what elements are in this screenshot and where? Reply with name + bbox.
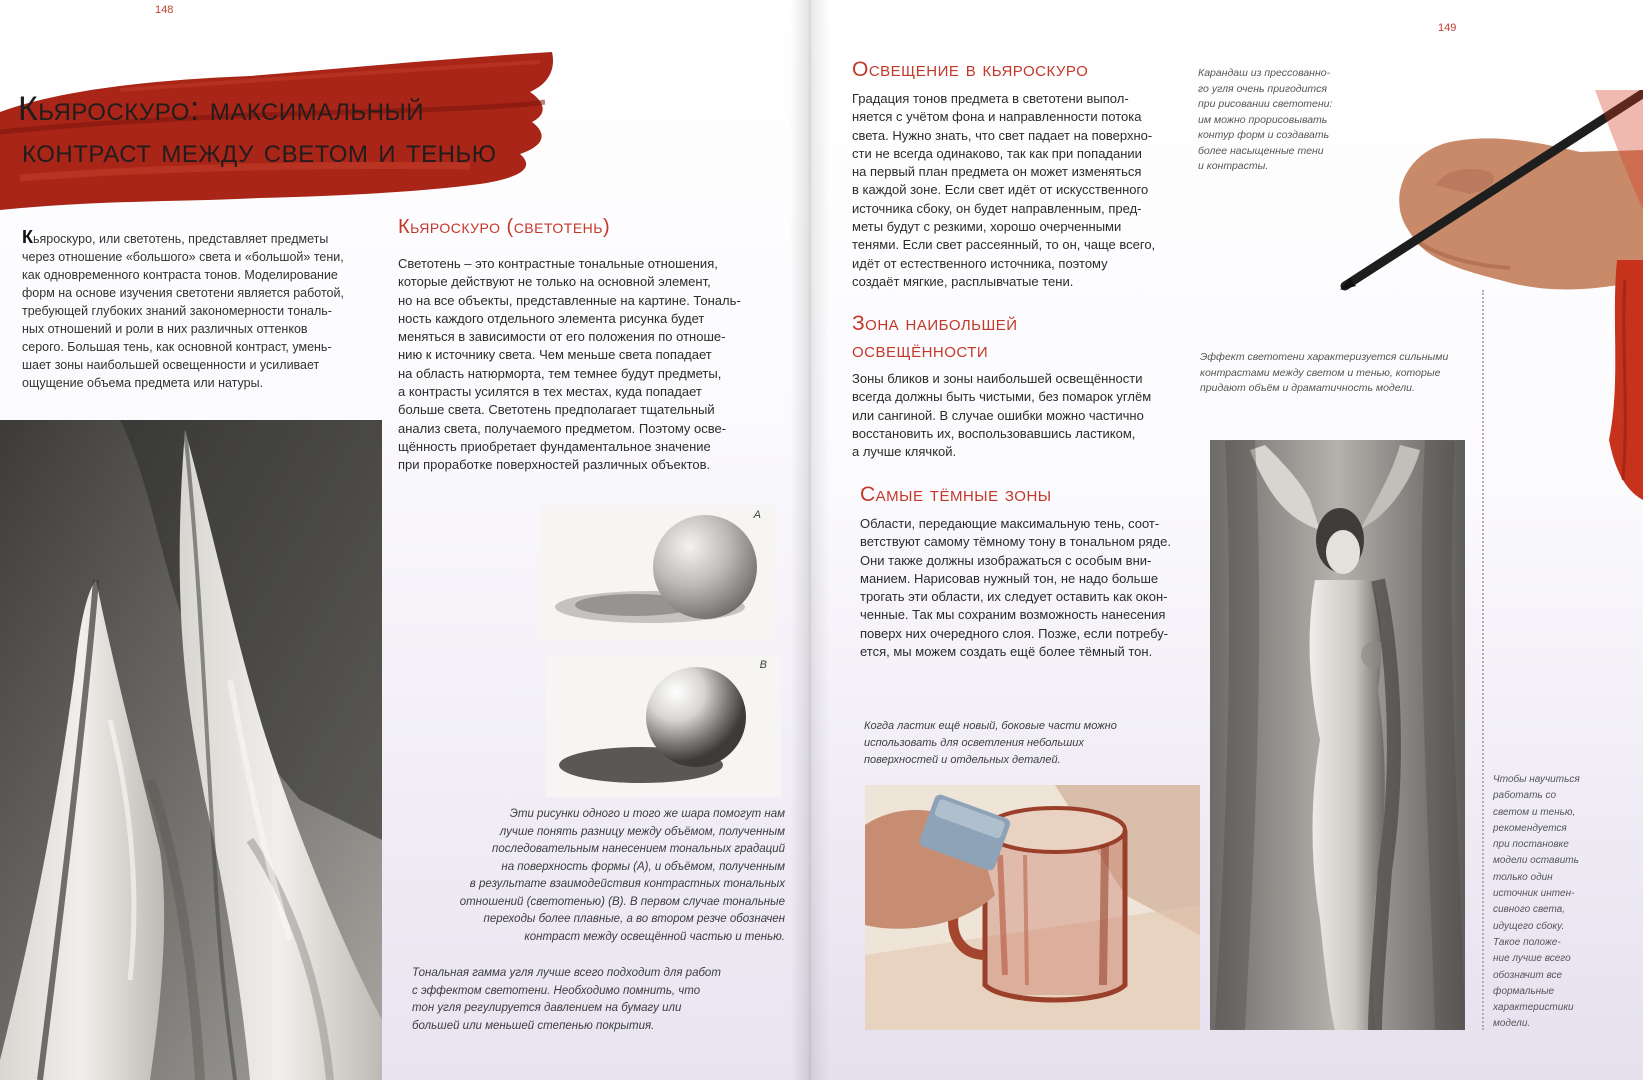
- darkest-paragraph: [860, 515, 1205, 661]
- eraser-cup-drawing: [865, 785, 1200, 1030]
- intro-line: как одновременного контраста тонов. Моделирование: [22, 268, 338, 282]
- side-caption-line: ние лучше всего: [1493, 953, 1571, 965]
- darkest-line: трогать эти области, их следует оставить как окон-: [860, 589, 1168, 605]
- intro-line: требующей глубоких знаний закономерности тональ-: [22, 304, 332, 318]
- charcoal-caption-line: с эффектом светотени. Необходимо помнить, что: [412, 984, 701, 997]
- chiaroscuro-paragraph: [398, 255, 778, 475]
- darkest-line: ветствуют самому тёмному тону в тональном ряде.: [860, 534, 1171, 550]
- darkest-line: Они также должны изображаться с особым вни-: [860, 552, 1152, 568]
- spheres-caption-line: контраст между освещённой частью и тенью.: [524, 930, 785, 943]
- side-caption-line: при постановке: [1493, 839, 1569, 851]
- heading-chiaroscuro: Кьяроскуро (светотень): [398, 216, 611, 238]
- sphere-drawing-a: [540, 505, 775, 640]
- charcoal-caption: [412, 965, 772, 1035]
- lighting-line: источника сбоку, он будет направленным, пред-: [852, 200, 1142, 216]
- darkest-line: ченные. Так мы сохраним возможность нанесения: [860, 607, 1166, 623]
- heading-highlight-line: Зона наибольшей: [852, 312, 1018, 335]
- lighting-line: идёт от естественного источника, поэтому: [852, 255, 1108, 271]
- chiaroscuro-line: анализ света, получаемого предметом. Поэтому осве-: [398, 420, 727, 436]
- eraser-caption: [864, 718, 1184, 769]
- chiaroscuro-line: а контрасты усилятся в тех местах, куда попадает: [398, 384, 702, 400]
- darkest-line: манием. Нарисовав нужный тон, не надо больше: [860, 570, 1159, 586]
- darkest-line: ется, мы можем создать ещё более тёмный тон.: [860, 644, 1153, 660]
- side-caption-line: характеристики: [1493, 1002, 1574, 1014]
- intro-line: шает зоны наибольшей освещенности и усиливает: [22, 358, 320, 372]
- intro-line: ных отношений и роли в них различных оттенков: [22, 322, 308, 336]
- spheres-caption-line: в результате взаимодействия контрастных тональных: [469, 878, 785, 890]
- highlight-paragraph: [852, 370, 1197, 461]
- pencil-caption-line: и контрасты.: [1198, 160, 1269, 172]
- right-page: [810, 0, 1643, 1080]
- chiaroscuro-line: меняться в зависимости от его положения по отноше-: [398, 329, 726, 345]
- effect-caption-line: Эффект светотени характеризуется сильными: [1200, 351, 1449, 363]
- lighting-line: Градация тонов предмета в светотени выпол-: [852, 91, 1129, 106]
- heading-highlight-zone: [852, 310, 1018, 364]
- darkest-line: поверх них очередного слоя. Позже, если потребу-: [860, 625, 1169, 641]
- chiaroscuro-line: больше света. Светотень предполагает тщательный: [398, 402, 715, 418]
- chiaroscuro-line: ность каждого отдельного элемента рисунка будет: [398, 310, 705, 326]
- eraser-caption-line: использовать для осветления небольших: [864, 737, 1084, 749]
- pencil-caption-line: го угля очень пригодится: [1198, 82, 1327, 95]
- sphere-label-a: A: [753, 509, 761, 521]
- side-caption-line: рекомендуется: [1493, 822, 1567, 834]
- drapery-drawing: [0, 420, 382, 1080]
- heading-darkest-zones: Самые тёмные зоны: [860, 483, 1052, 506]
- intro-line: через отношение «большого» света и «большой» тени,: [22, 250, 344, 264]
- side-caption: [1493, 772, 1633, 1033]
- spheres-caption-line: лучше понять разницу между объёмом, полученным: [499, 825, 785, 838]
- side-caption-line: Чтобы научиться: [1493, 774, 1580, 785]
- lighting-line: на первый план предмета он может изменяться: [852, 164, 1142, 180]
- heading-lighting: Освещение в кьяроскуро: [852, 58, 1089, 81]
- highlight-line: Зоны бликов и зоны наибольшей освещённости: [852, 371, 1143, 386]
- chiaroscuro-line: щённость приобретает фундаментальное значение: [398, 438, 711, 454]
- pencil-caption-line: контур форм и создавать: [1198, 129, 1330, 141]
- lighting-line: няется с учётом фона и направленности потока: [852, 109, 1142, 125]
- pencil-caption-line: при рисовании светотени:: [1198, 98, 1333, 110]
- spheres-caption: [420, 806, 785, 946]
- lighting-line: света. Нужно знать, что свет падает на поверхно-: [852, 127, 1153, 143]
- side-caption-line: модели.: [1493, 1018, 1531, 1030]
- side-caption-line: работать со: [1493, 790, 1557, 802]
- hand-with-pencil-image: [1340, 90, 1643, 300]
- lighting-line: в каждой зоне. Если свет идёт от искусственного: [852, 182, 1149, 198]
- dotted-divider: [1482, 290, 1484, 1030]
- spheres-caption-line: отношений (светотенью) (В). В первом случае тональные: [459, 895, 785, 908]
- chiaroscuro-line: нию к источнику света. Чем меньше света попадает: [398, 347, 712, 363]
- eraser-caption-line: Когда ластик ещё новый, боковые части можно: [864, 720, 1117, 732]
- effect-caption: [1200, 350, 1500, 397]
- side-caption-line: обозначит все: [1493, 969, 1563, 981]
- charcoal-caption-line: Тональная гамма угля лучше всего подходит для работ: [412, 967, 721, 979]
- chiaroscuro-line: которые действуют не только на основной элемент,: [398, 274, 711, 290]
- eraser-caption-line: поверхностей и отдельных деталей.: [864, 754, 1061, 766]
- spheres-caption-line: последовательным нанесением тональных градаций: [492, 843, 785, 855]
- spheres-caption-line: Эти рисунки одного и того же шара помогут нам: [509, 808, 785, 820]
- highlight-line: восстановить их, воспользовавшись ластиком,: [852, 425, 1136, 441]
- lighting-line: создаёт мягкие, расплывчатые тени.: [852, 273, 1074, 289]
- chiaroscuro-line: на область натюрморта, тем темнее будут предметы,: [398, 365, 722, 381]
- sphere-drawing-b: [546, 655, 781, 797]
- side-caption-line: светом и тенью,: [1493, 806, 1576, 818]
- figure-drawing: [1210, 440, 1465, 1030]
- sphere-label-b: B: [759, 659, 767, 671]
- chapter-title-line-1: Кьяроскуро: максимальный: [18, 90, 424, 128]
- charcoal-caption-line: тон угля регулируется давлением на бумагу или: [412, 1002, 682, 1014]
- pencil-caption-line: более насыщенные тени: [1198, 144, 1324, 157]
- effect-caption-line: контрастами между светом и тенью, которые: [1200, 366, 1441, 379]
- chiaroscuro-line: Светотень – это контрастные тональные отношения,: [398, 256, 718, 271]
- left-page: [0, 0, 810, 1080]
- page-number-right: 149: [1438, 22, 1457, 34]
- intro-line: ощущение объема предмета или натуры.: [22, 376, 264, 390]
- intro-line: форм на основе изучения светотени является работой,: [22, 286, 344, 300]
- lighting-paragraph: [852, 90, 1197, 291]
- lighting-line: сти не всегда одинаково, так как при попадании: [852, 145, 1142, 161]
- highlight-line: а лучше клячкой.: [852, 444, 957, 460]
- spheres-caption-line: на поверхность формы (А), и объёмом, полученным: [501, 860, 785, 873]
- lighting-line: меты будут с резкими, хорошо очерченными: [852, 219, 1122, 235]
- chapter-title-line-2: контраст между светом и тенью: [22, 132, 497, 170]
- spheres-caption-line: переходы более плавные, а во втором резче обозначен: [483, 913, 785, 925]
- intro-paragraph: [22, 228, 367, 392]
- chiaroscuro-line: при проработке поверхностей различных объектов.: [398, 457, 711, 473]
- side-caption-line: сивного света,: [1493, 904, 1566, 916]
- side-caption-line: модели оставить: [1493, 855, 1579, 867]
- page-number-left: 148: [155, 4, 174, 16]
- pencil-caption-line: Карандаш из прессованно-: [1198, 67, 1331, 79]
- highlight-line: или сангиной. В случае ошибки можно частично: [852, 407, 1144, 423]
- side-caption-line: источник интен-: [1493, 888, 1575, 900]
- highlight-line: всегда должны быть чистыми, без помарок углём: [852, 389, 1152, 405]
- intro-line: серого. Большая тень, как основной контраст, умень-: [22, 340, 332, 354]
- side-caption-line: идущего сбоку.: [1493, 920, 1565, 932]
- chapter-title: [18, 88, 497, 172]
- pencil-caption-line: им можно прорисовывать: [1198, 113, 1328, 126]
- side-caption-line: только один: [1493, 871, 1553, 883]
- side-caption-line: формальные: [1493, 985, 1555, 997]
- charcoal-caption-line: большей или меньшей степенью покрытия.: [412, 1019, 655, 1032]
- effect-caption-line: придают объём и драматичность модели.: [1200, 382, 1415, 394]
- lighting-line: тенями. Если свет рассеянный, то он, чаще всего,: [852, 237, 1156, 253]
- chiaroscuro-line: но на все объекты, представленные на картине. Тональ-: [398, 292, 741, 308]
- intro-line: ьяроскуро, или светотень, представляет предметы: [33, 232, 329, 246]
- side-caption-line: Такое положе-: [1493, 936, 1561, 948]
- red-paint-stripe: [1603, 260, 1643, 500]
- intro-dropcap: К: [22, 227, 33, 247]
- darkest-line: Области, передающие максимальную тень, соот-: [860, 516, 1160, 531]
- heading-highlight-line: освещённости: [852, 339, 989, 362]
